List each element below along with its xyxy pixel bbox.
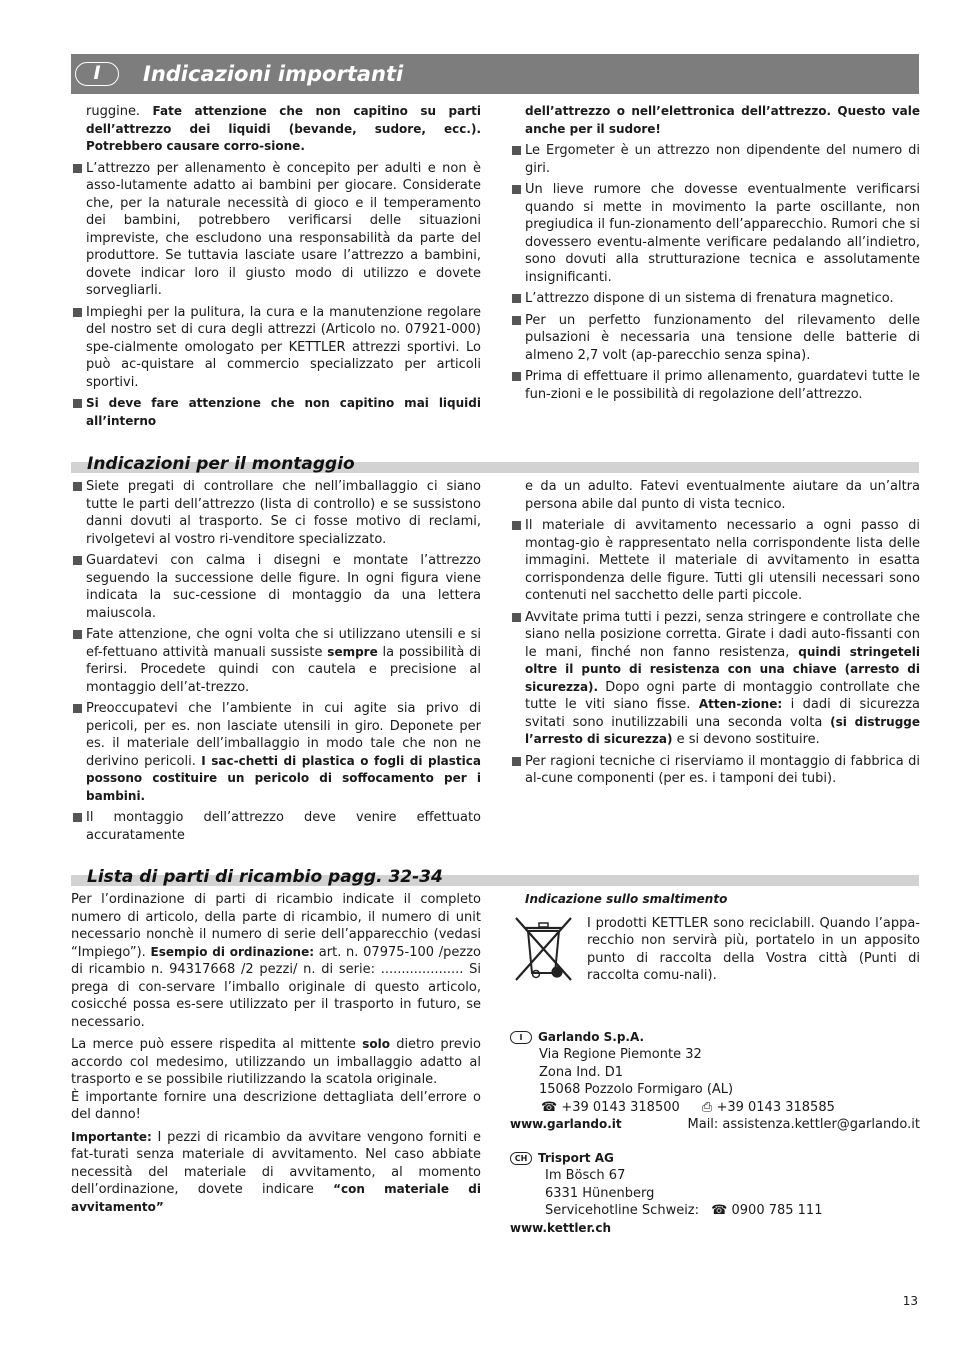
phone-number: +39 0143 318500 <box>561 1099 680 1115</box>
company-name: Trisport AG <box>538 1150 614 1165</box>
contact-switzerland <box>510 1150 920 1238</box>
phone-icon: ☎ <box>541 1099 558 1115</box>
country-badge-ch: CH <box>510 1152 532 1165</box>
web-mail-line <box>510 1116 920 1134</box>
hotline-line: Servicehotline Schweiz: ☎ 0900 785 111 <box>545 1203 823 1218</box>
list-item: Per un perfetto funzionamento del rilevamento delle pulsazioni è necessaria una tensione delle batterie di almeno 2,7 volt (ap-parecchio senza spina). <box>510 312 920 365</box>
list-item: Il montaggio dell’attrezzo deve venire effettuato accuratamente <box>71 809 481 844</box>
bullet-icon <box>73 308 82 317</box>
list-item: Fate attenzione, che ogni volta che si utilizzano utensili e si ef-fettuano attività manuali sussiste sempre la possibilità di ferirsi. Procedete quindi con cautela e precisione al montaggio dell’at-trezzo. <box>71 626 481 696</box>
bullet-icon <box>512 521 521 530</box>
return-paragraph: La merce può essere rispedita al mittente solo dietro previo accordo col medesimo, utilizzando un imballaggio adatto al trasporto e se possibile riutilizzando la scatola originale. È importante fornire una descrizione dettagliata dell’errore o del danno! <box>71 1037 481 1122</box>
website-link[interactable]: www.kettler.ch <box>510 1220 611 1235</box>
list-item: Siete pregati di controllare che nell’imballaggio ci siano tutte le parti dell’attrezzo (lista di controllo) e se sussistono danni dovuti al trasporto. Se ci fosse motivo di reclami, rivolgetevi al vostro ri-venditore specializzato. <box>71 478 481 548</box>
continued-text: e da un adulto. Fatevi eventualmente aiutare da un’altra persona abile dal punto di vista tecnico. <box>525 479 920 512</box>
address-line: 15068 Pozzolo Formigaro (AL) <box>539 1082 734 1097</box>
bullet-icon <box>73 630 82 639</box>
language-badge: I <box>75 62 119 86</box>
fax-icon: ⎙ <box>701 1099 713 1115</box>
spares-left-column <box>71 891 481 1216</box>
assembly-right-column <box>510 478 920 792</box>
list-item: Un lieve rumore che dovesse eventualmente verificarsi quando si mette in movimento la parte oscillante, non pregiudica il fun-zionamento dell’apparecchio. Rumori che si dovessero eventu-almente verificare pedalando all’indietro, sono dovuti alla strutturazione tecnica e assolutamente insignificanti. <box>510 181 920 286</box>
list-item: Guardatevi con calma i disegni e montate l’attrezzo seguendo la successione delle figure. In ogni figura viene indicata la suc-cessione di montaggio da una lettera maiuscola. <box>71 552 481 622</box>
bullet-icon <box>512 185 521 194</box>
section-title: Indicazioni per il montaggio <box>87 454 355 474</box>
section-heading-assembly <box>71 443 919 473</box>
bullet-icon <box>512 294 521 303</box>
continued-text: ruggine. Fate attenzione che non capitino su parti dell’attrezzo dei liquidi (bevande, sudore, ecc.). Potrebbero causare corro-sione. <box>86 104 482 153</box>
fax-number: +39 0143 318585 <box>716 1099 835 1115</box>
list-item: Il materiale di avvitamento necessario a ogni passo di montag-gio è rappresentato nella corrispondente lista delle immagini. Mettete il materiale di avvitamento in esatta corrispondenza delle figure. Tutti gli utensili necessari sono contenuti nel sacchetto delle parti piccole. <box>510 517 920 605</box>
bullet-icon <box>512 316 521 325</box>
disposal-block <box>510 913 920 999</box>
page-number: 13 <box>902 1294 918 1308</box>
address-line: Im Bösch 67 <box>545 1168 626 1183</box>
important-left-column <box>71 103 481 434</box>
bullet-icon <box>512 146 521 155</box>
important-right-column <box>510 103 920 407</box>
address-line: Via Regione Piemonte 32 <box>539 1047 702 1062</box>
bullet-icon <box>512 757 521 766</box>
list-item: L’attrezzo per allenamento è concepito per adulti e non è asso-lutamente adatto ai bambini per giocare. Considerate che, per la naturale necessità di gioco e il temperamento dei bambini, potrebbero verificarsi delle situazioni impreviste, che escludono una responsabilità da parte del produttore. Se tuttavia lasciate usare l’attrezzo a bambini, dovete indicar loro il giusto modo di utilizzo e dovete sorvegliarli. <box>71 160 481 300</box>
bullet-icon <box>512 372 521 381</box>
crossed-bin-icon <box>513 914 575 984</box>
company-name: Garlando S.p.A. <box>538 1029 645 1044</box>
continued-text: dell’attrezzo o nell’elettronica dell’attrezzo. Questo vale anche per il sudore! <box>525 104 920 136</box>
bullet-icon <box>512 613 521 622</box>
list-item: Le Ergometer è un attrezzo non dipendente del numero di giri. <box>510 142 920 177</box>
phone-fax-line <box>510 1099 920 1117</box>
website-link[interactable]: www.garlando.it <box>510 1117 622 1131</box>
bullet-icon <box>73 482 82 491</box>
section-heading-spares <box>71 856 919 886</box>
address-line: 6331 Hünenberg <box>545 1185 655 1201</box>
section-title: Lista di parti di ricambio pagg. 32-34 <box>87 867 443 887</box>
order-paragraph: Per l’ordinazione di parti di ricambio indicate il completo numero di articolo, della parte di ricambio, il numero di unit necessario nonchè il numero di serie dell’apparecchio (vedasi “Impiego”). Esempio di ordinazione: art. n. 07975-100 /pezzo di ricambio n. 94317668 /2 pezzi/ n. di serie: .................... Si prega di con-servare l’imballo originale di questo articolo, cosicché possa es-sere utilizzato per il trasporto in futuro, se necessario. <box>71 892 481 1030</box>
list-item: Si deve fare attenzione che non capitino mai liquidi all’interno <box>71 395 481 430</box>
page-title: Indicazioni importanti <box>143 62 404 86</box>
bullet-icon <box>73 556 82 565</box>
list-item: L’attrezzo dispone di un sistema di frenatura magnetico. <box>510 290 920 308</box>
assembly-left-column <box>71 478 481 848</box>
bullet-icon <box>73 399 82 408</box>
country-badge-it: I <box>510 1031 532 1044</box>
bullet-icon <box>73 813 82 822</box>
bullet-icon <box>73 704 82 713</box>
list-item: Prima di effettuare il primo allenamento, guardatevi tutte le fun-zioni e le possibilità di regolazione dell’attrezzo. <box>510 368 920 403</box>
disposal-title: Indicazione sullo smaltimento <box>525 892 728 906</box>
page-header <box>71 54 919 94</box>
phone-icon: ☎ <box>711 1203 728 1218</box>
contact-italy <box>510 1029 920 1134</box>
spares-right-column <box>510 891 920 1237</box>
email-link[interactable]: Mail: assistenza.kettler@garlando.it <box>687 1117 920 1132</box>
important-paragraph: Importante: I pezzi di ricambio da avvitare vengono forniti e fat-turati senza materiale di avvitamento. Nel caso abbiate necessità del materiale di avvitamento, al momento dell’ordinazione, dovete indicare “con materiale di avvitamento” <box>71 1129 482 1214</box>
list-item: Avvitate prima tutti i pezzi, senza stringere e controllate che siano nella posizione corretta. Girate i dadi auto-fissanti con le mani, finché non fanno resistenza, quindi stringeteli oltre il punto di resistenza con una chiave (arresto di sicurezza). Dopo ogni parte di montaggio controllate che tutte le viti siano fisse. Atten-zione: i dadi di sicurezza svitati sono inutilizzabili una seconda volta (si distrugge l’arresto di sicurezza) e si devono sostituire. <box>510 609 920 749</box>
disposal-text: I prodotti KETTLER sono reciclabill. Quando l’appa-recchio non servirà più, portatelo in un apposito punto di raccolta della Vostra città (Punti di raccolta comu-nali). <box>587 915 920 983</box>
address-line: Zona Ind. D1 <box>539 1064 624 1080</box>
bullet-icon <box>73 164 82 173</box>
list-item: Per ragioni tecniche ci riserviamo il montaggio di fabbrica di al-cune componenti (per es. i tamponi dei tubi). <box>510 753 920 788</box>
list-item: Impieghi per la pulitura, la cura e la manutenzione regolare del nostro set di cura degli attrezzi (Articolo no. 07921-000) spe-cialmente omologato per KETTLER attrezzi sportivi. Lo può ac-quistare al commercio specializzato per articoli sportivi. <box>71 304 481 392</box>
list-item: Preoccupatevi che l’ambiente in cui agite sia privo di pericoli, per es. non lasciate utensili in giro. Deponete per es. il materiale dell’imballaggio in modo tale che non ne derivino pericoli. I sac-chetti di plastica o fogli di plastica possono costituire un pericolo di soffocamento per i bambini. <box>71 700 481 805</box>
